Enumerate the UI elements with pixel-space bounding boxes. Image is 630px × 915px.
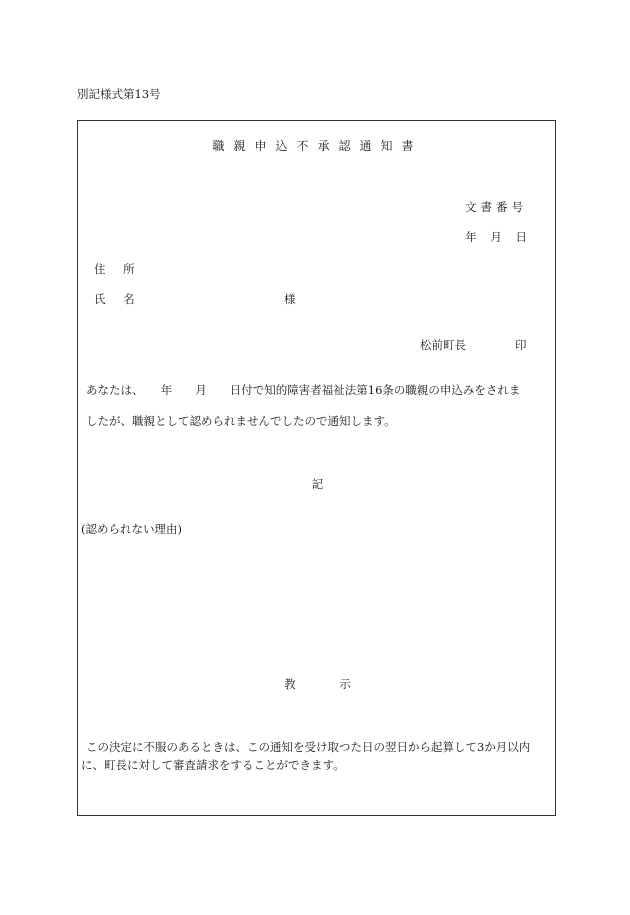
seal-mark: 印: [515, 338, 527, 352]
notice-frame: [77, 120, 556, 816]
address-label: 住 所: [94, 262, 135, 276]
document-title: 職親申込不承認通知書: [212, 139, 423, 153]
instruction-line-1: この決定に不服のあるときは、この通知を受け取つた日の翌日から起算して3か月以内: [86, 740, 531, 754]
honorific-label: 様: [284, 292, 296, 306]
instruction-line-2: に、町長に対して審査請求をすることができます。: [81, 758, 345, 772]
instruction-heading: 教 示: [284, 677, 351, 691]
reason-label: (認められない理由): [81, 522, 182, 536]
document-date-label: 年 月 日: [465, 230, 527, 244]
form-number-label: 別記様式第13号: [77, 87, 161, 101]
notice-body-line-2: したが、職親として認められませんでしたので通知します。: [86, 414, 396, 428]
name-label: 氏 名: [94, 292, 135, 306]
document-number-label: 文書番号: [465, 200, 527, 214]
issuer-label: 松前町長: [420, 338, 466, 352]
record-heading: 記: [311, 477, 324, 491]
notice-body-line-1: あなたは、 年 月 日付で知的障害者福祉法第16条の職親の申込みをされま: [86, 383, 521, 397]
